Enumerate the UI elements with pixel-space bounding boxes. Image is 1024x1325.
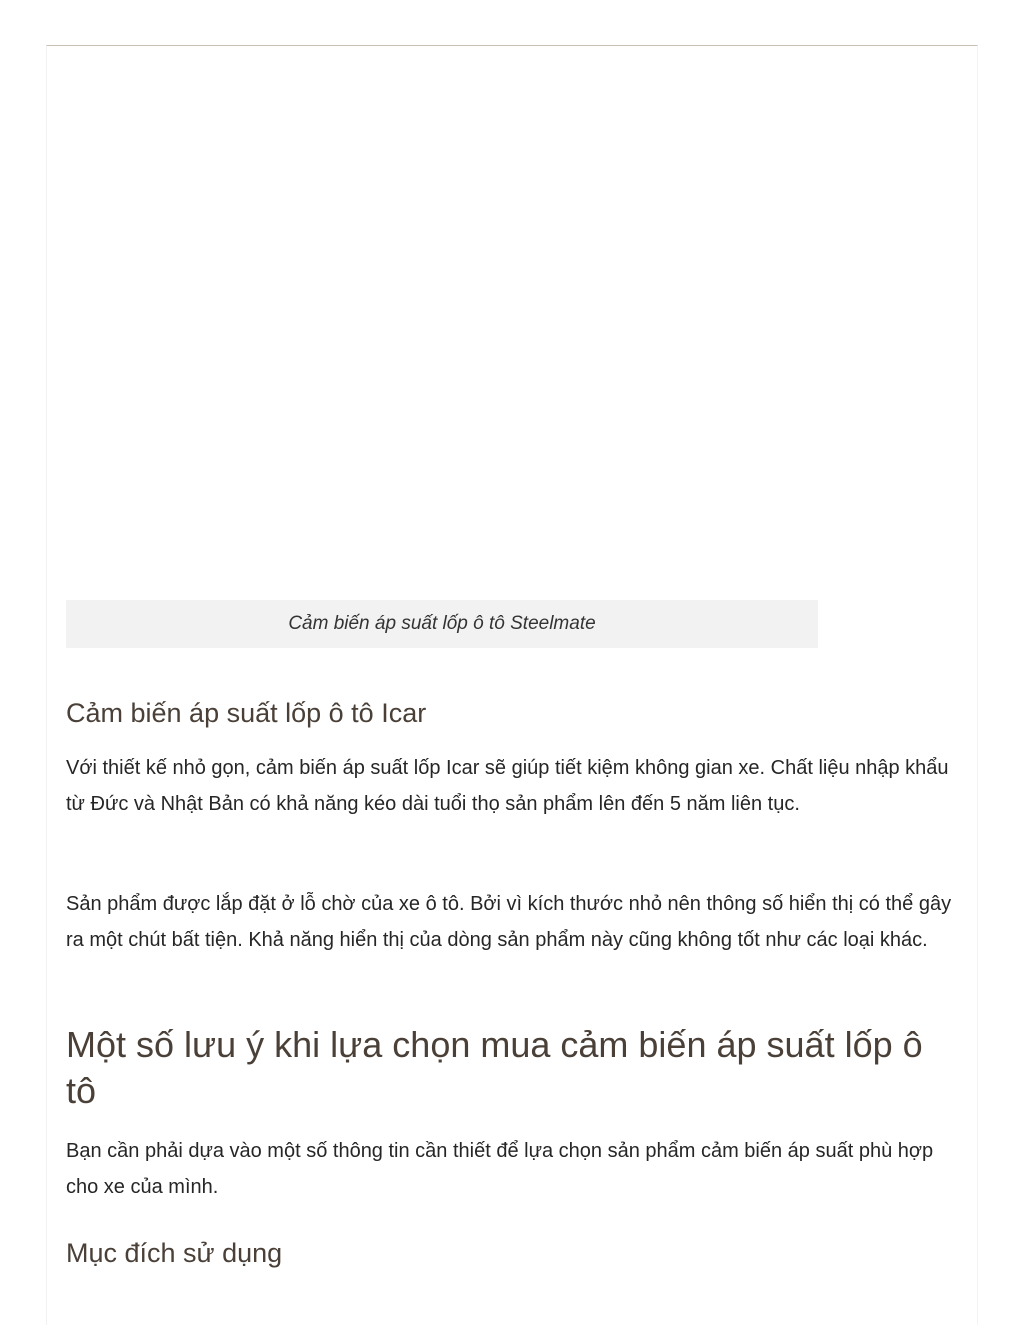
heading-purpose: Mục đích sử dụng <box>66 1238 283 1268</box>
heading-icar: Cảm biến áp suất lốp ô tô Icar <box>66 698 427 728</box>
paragraph-icar-1: Với thiết kế nhỏ gọn, cảm biến áp suất lốp Icar sẽ giúp tiết kiệm không gian xe. Chất liệu nhập khẩu từ Đức và Nhật Bản có khả năng kéo dài tuổi thọ sản phẩm lên đến 5 năm liên tục. <box>66 757 949 815</box>
product-image <box>66 60 818 590</box>
paragraph-notes: Bạn cần phải dựa vào một số thông tin cần thiết để lựa chọn sản phẩm cảm biến áp suất phù hợp cho xe của mình. <box>66 1140 934 1198</box>
heading-notes: Một số lưu ý khi lựa chọn mua cảm biến áp suất lốp ô tô <box>66 1024 923 1111</box>
image-caption: Cảm biến áp suất lốp ô tô Steelmate <box>66 600 818 648</box>
paragraph-icar-2: Sản phẩm được lắp đặt ở lỗ chờ của xe ô tô. Bởi vì kích thước nhỏ nên thông số hiển thị có thể gây ra một chút bất tiện. Khả năng hiển thị của dòng sản phẩm này cũng không tốt như các loại khác. <box>66 893 952 951</box>
